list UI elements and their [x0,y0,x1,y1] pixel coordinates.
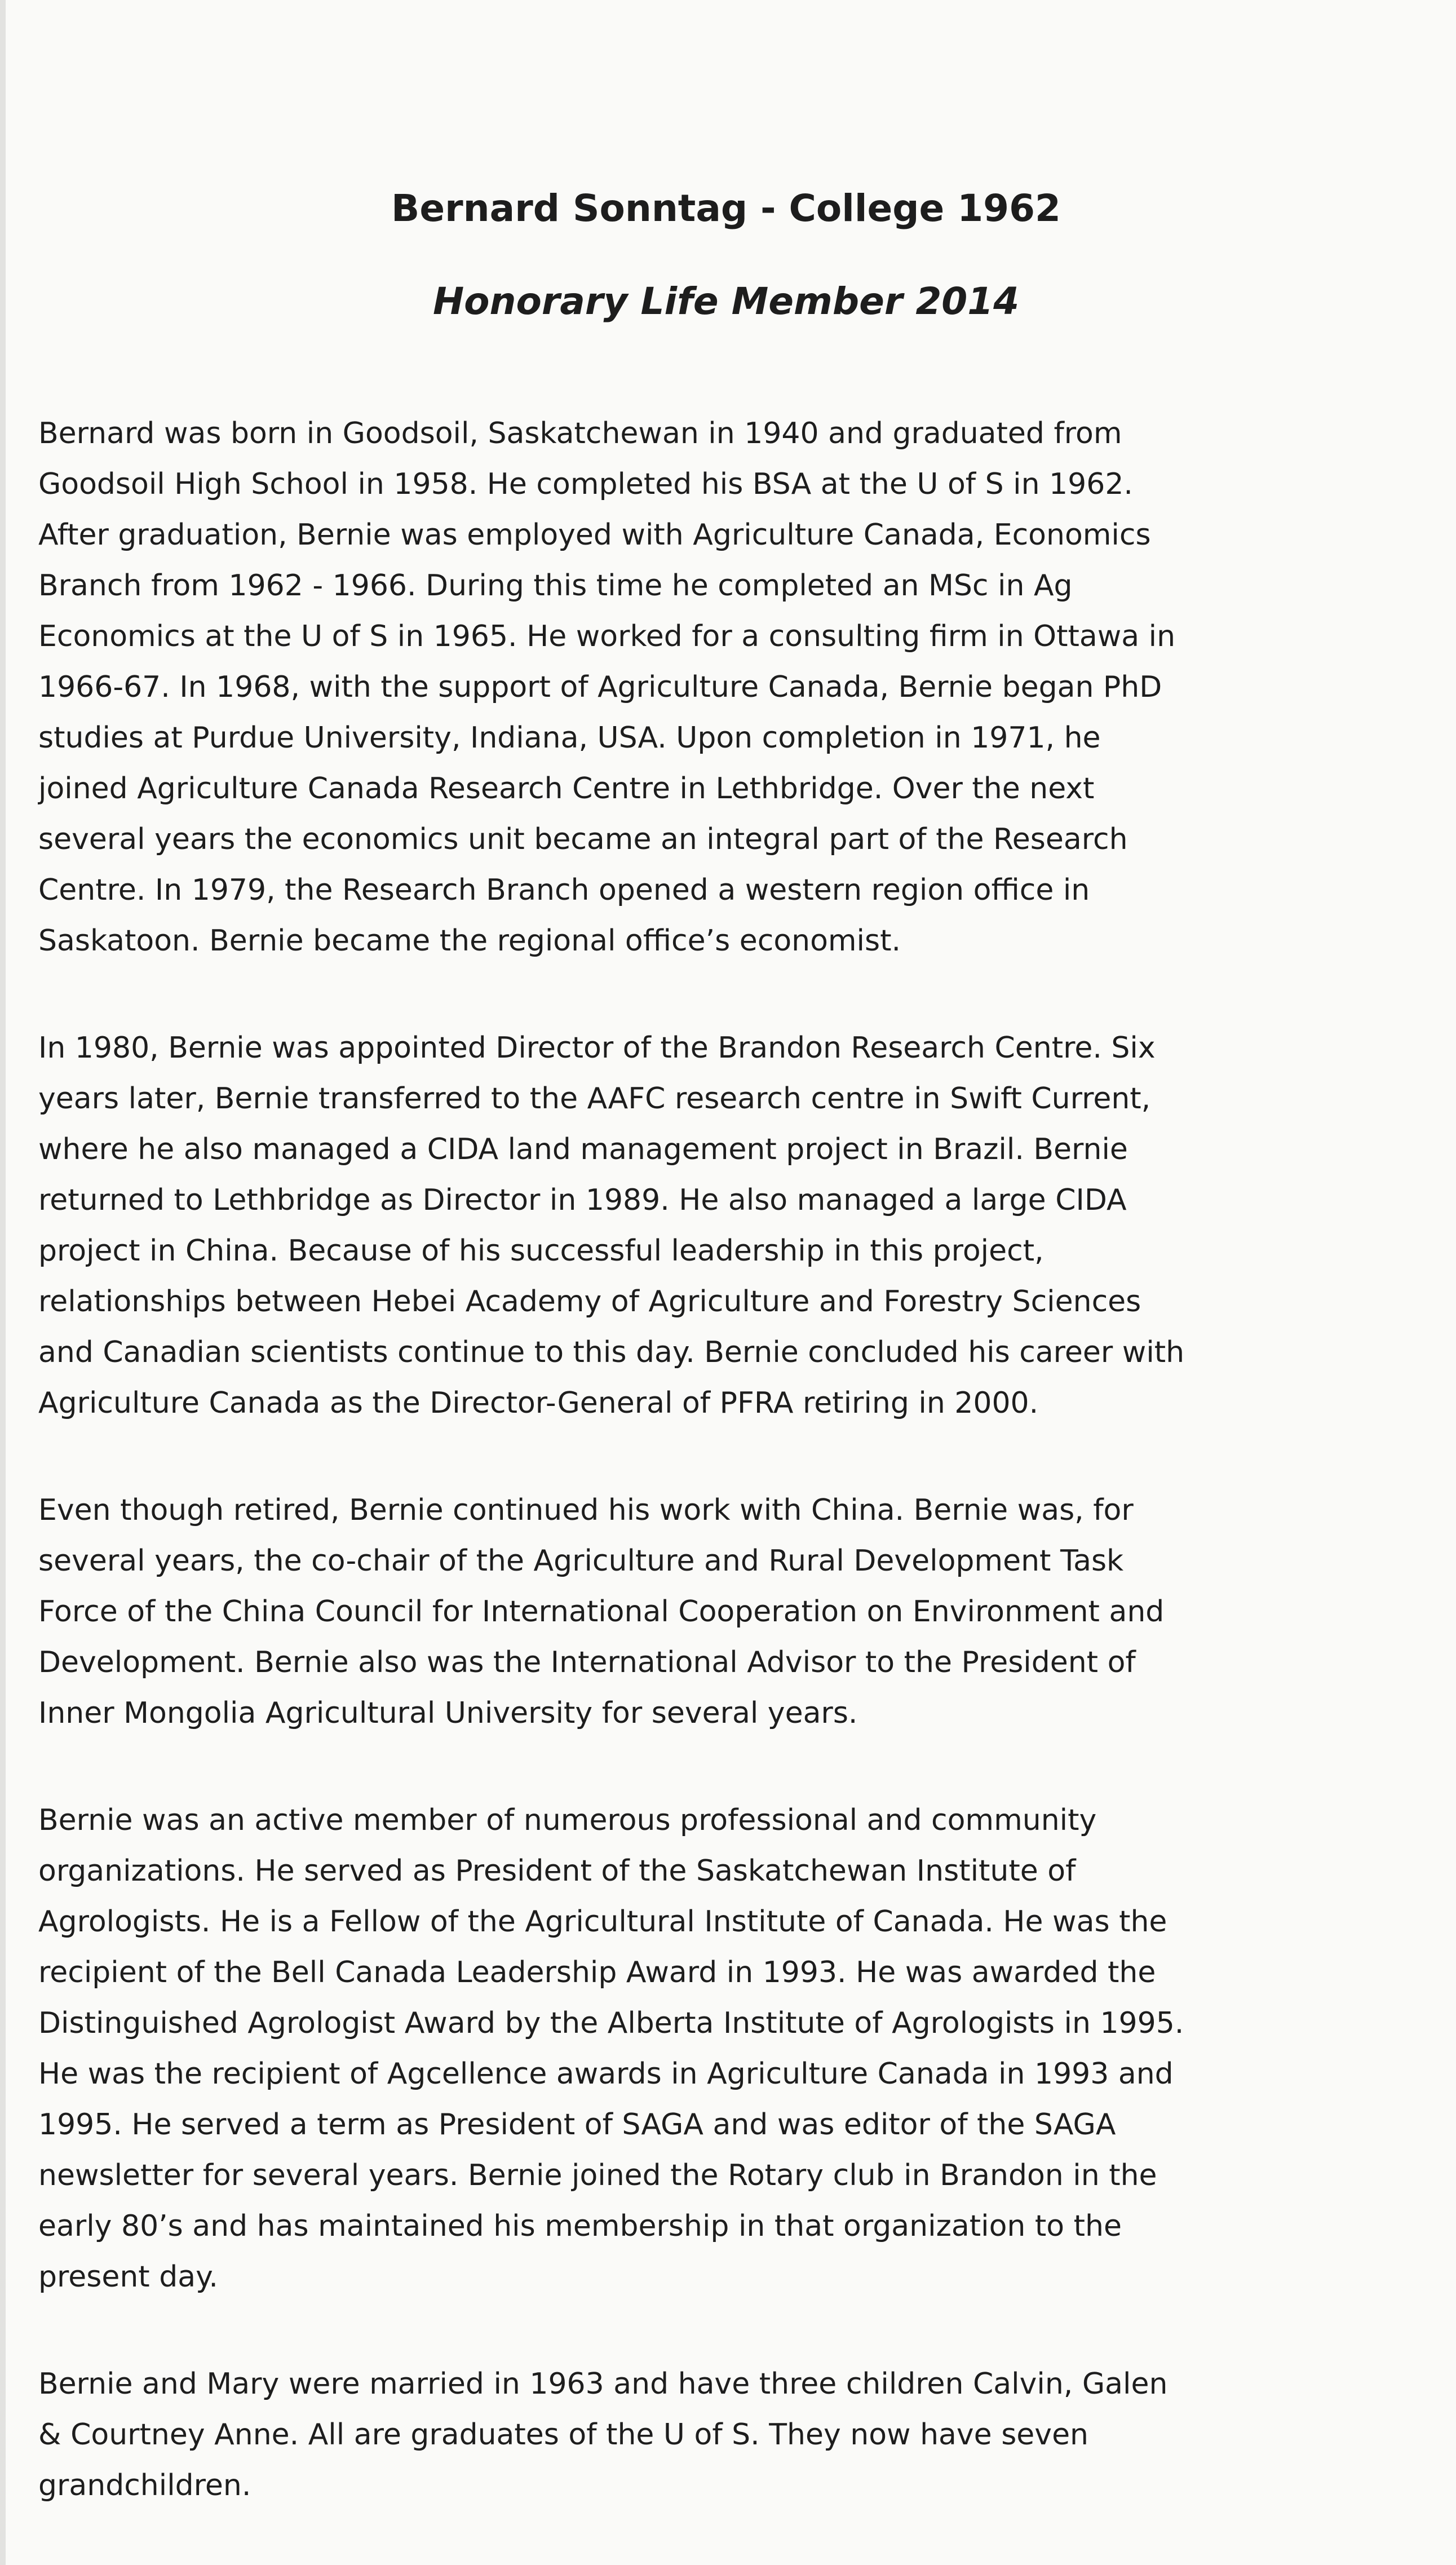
paragraph-retirement-work: Even though retired, Bernie continued his work with China. Bernie was, for several years, the co-chair of the Agriculture and Rural Development Task Force of the China Council for International Cooperation on Environment and Development. Bernie also was the International Advisor to the President of Inner Mongolia Agricultural University for several years. [38,1493,1165,1731]
paragraph-professional-memberships: Bernie was an active member of numerous professional and community organizations. He served as President of the Saskatchewan Institute of Agrologists. He is a Fellow of the Agricultural Institute of Canada. He was the recipient of the Bell Canada Leadership Award in 1993. He was awarded the Distinguished Agrologist Award by the Alberta Institute of Agrologists in 1995. He was the recipient of Agcellence awards in Agriculture Canada in 1993 and 1995. He served a term as President of SAGA and was editor of the SAGA newsletter for several years. Bernie joined the Rotary club in Brandon in the early 80’s and has maintained his membership in that organization to the present day. [38,1803,1184,2294]
document-subtitle: Honorary Life Member 2014 [432,280,1020,324]
document-title: Bernard Sonntag - College 1962 [391,187,1061,230]
paragraph-early-career: Bernard was born in Goodsoil, Saskatchewan in 1940 and graduated from Goodsoil High School in 1958. He completed his BSA at the U of S in 1962. After graduation, Bernie was employed with Agriculture Canada, Economics Branch from 1962 - 1966. During this time he completed an MSc in Ag Economics at the U of S in 1965. He worked for a consulting firm in Ottawa in 1966-67. In 1968, with the support of Agriculture Canada, Bernie began PhD studies at Purdue University, Indiana, USA. Upon completion in 1971, he joined Agriculture Canada Research Centre in Lethbridge. Over the next several years the economics unit became an integral part of the Research Centre. In 1979, the Research Branch opened a western region office in Saskatoon. Bernie became the regional office’s economist. [38,417,1176,958]
paragraph-director-career: In 1980, Bernie was appointed Director of the Brandon Research Centre. Six years later, Bernie transferred to the AAFC research centre in Swift Current, where he also managed a CIDA land management project in Brazil. Bernie returned to Lethbridge as Director in 1989. He also managed a large CIDA project in China. Because of his successful leadership in this project, relationships between Hebei Academy of Agriculture and Forestry Sciences and Canadian scientists continue to this day. Bernie concluded his career with Agriculture Canada as the Director-General of PFRA retiring in 2000. [38,1031,1185,1421]
document-body [38,186,1414,2565]
paragraph-family: Bernie and Mary were married in 1963 and have three children Calvin, Galen & Courtney Anne. All are graduates of the U of S. They now have seven grandchildren. [38,2367,1168,2503]
